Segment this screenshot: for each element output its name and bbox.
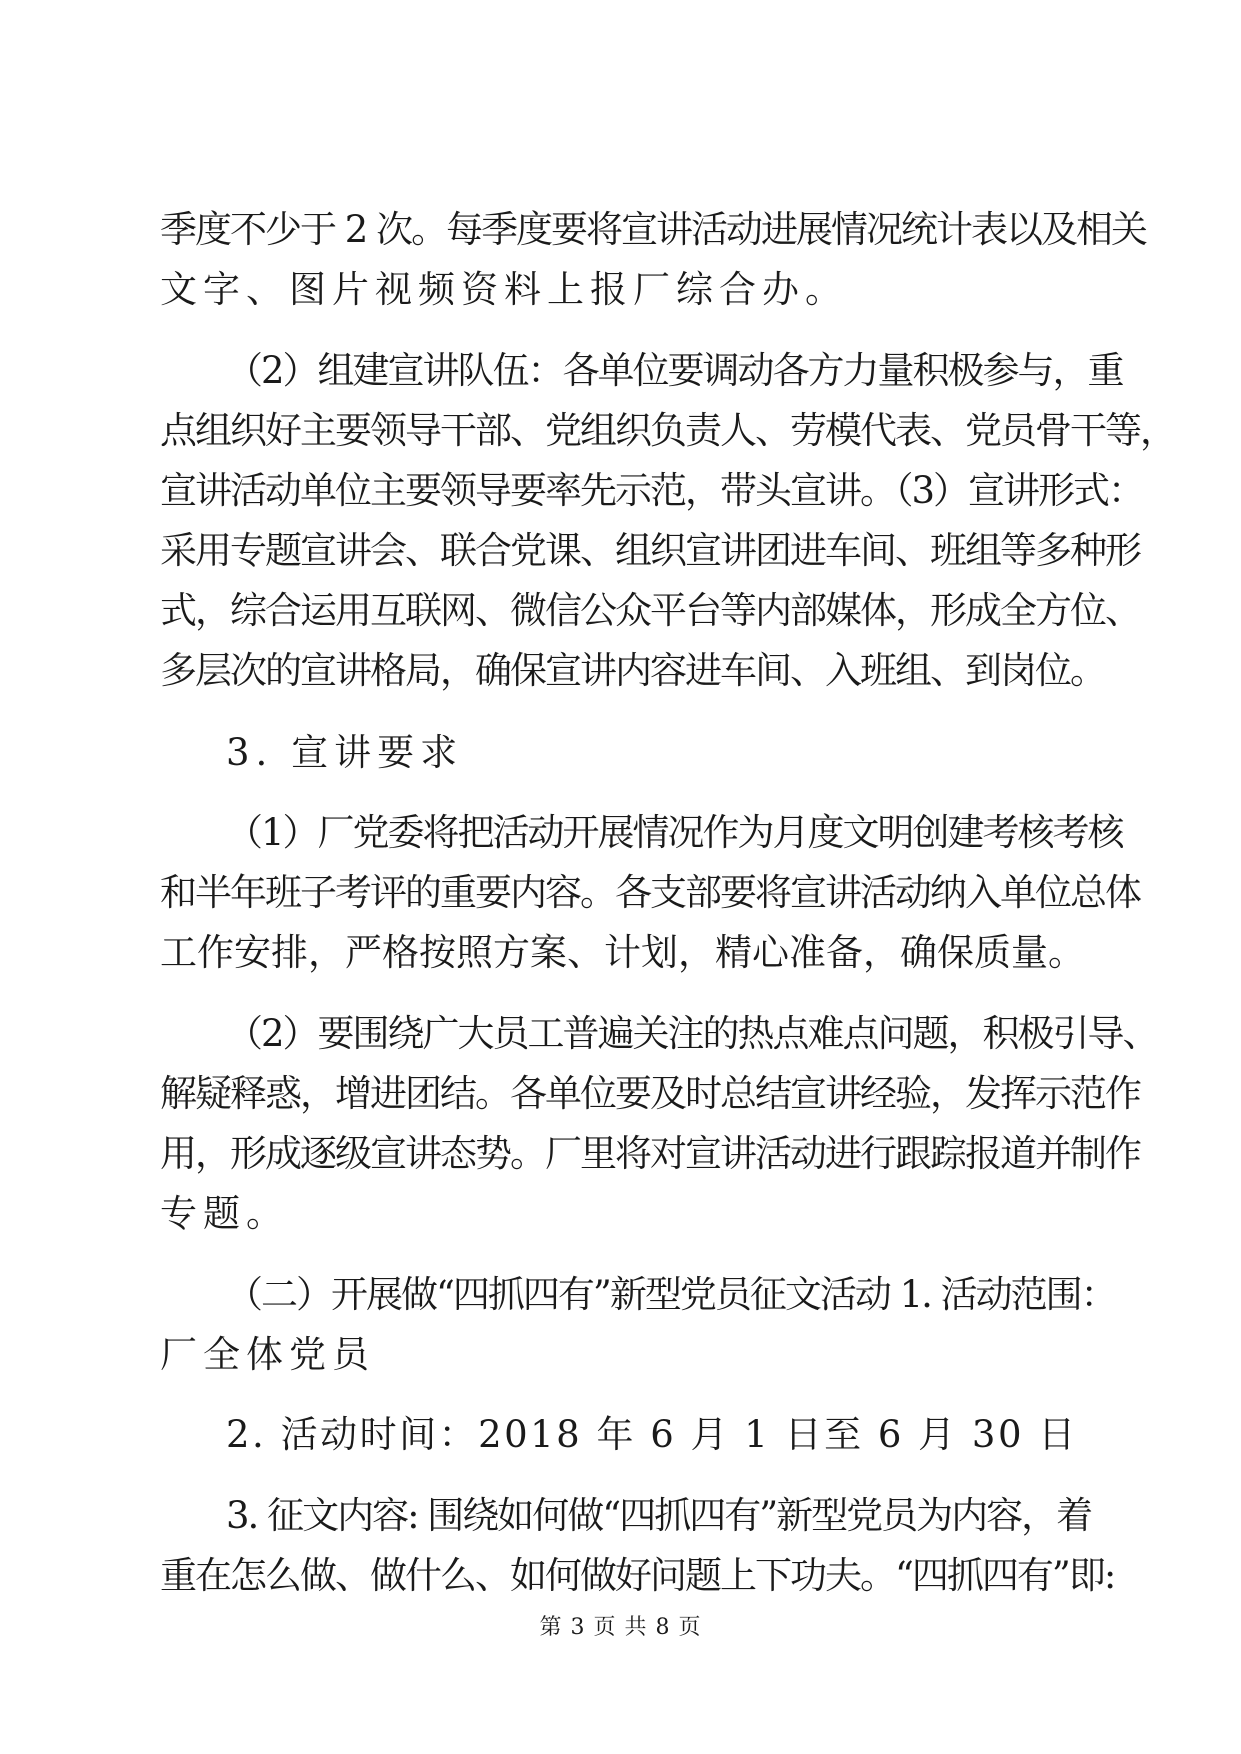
- text-line-16: 专题。: [160, 1192, 289, 1235]
- text-line-11: 和半年班子考评的重要内容。各支部要将宣讲活动纳入单位总体: [160, 871, 1140, 914]
- text-line-21: 重在怎么做、做什么、如何做好问题上下功夫。“四抓四有”即:: [160, 1554, 1115, 1597]
- text-line-2: 文字、图片视频资料上报厂综合办。: [160, 268, 848, 311]
- text-line-4: 点组织好主要领导干部、党组织负责人、劳模代表、党员骨干等，: [160, 409, 1175, 452]
- text-line-13: （2）要围绕广大员工普遍关注的热点难点问题，积极引导、: [226, 1012, 1158, 1055]
- text-line-12: 工作安排，严格按照方案、计划，精心准备，确保质量。: [160, 931, 1085, 974]
- text-line-1: 季度不少于 2 次。每季度要将宣讲活动进展情况统计表以及相关: [160, 208, 1147, 251]
- text-line-3: （2）组建宣讲队伍：各单位要调动各方力量积极参与，重: [226, 349, 1123, 392]
- text-line-15: 用，形成逐级宣讲态势。厂里将对宣讲活动进行跟踪报道并制作: [160, 1132, 1140, 1175]
- text-line-10: （1）厂党委将把活动开展情况作为月度文明创建考核考核: [226, 811, 1123, 854]
- text-line-18: 厂全体党员: [160, 1333, 375, 1376]
- section-heading-3: 3. 宣讲要求: [226, 731, 464, 774]
- text-line-5: 宣讲活动单位主要领导要率先示范，带头宣讲。（3）宣讲形式：: [160, 469, 1144, 512]
- text-line-19: 2. 活动时间：2018 年 6 月 1 日至 6 月 30 日: [226, 1413, 1078, 1456]
- page-number-footer: 第 3 页 共 8 页: [539, 1615, 702, 1640]
- text-line-6: 采用专题宣讲会、联合党课、组织宣讲团进车间、班组等多种形: [160, 529, 1140, 572]
- text-line-17: （二）开展做“四抓四有”新型党员征文活动 1. 活动范围：: [226, 1273, 1116, 1316]
- text-line-20: 3. 征文内容: 围绕如何做“四抓四有”新型党员为内容，着: [226, 1494, 1092, 1537]
- text-line-14: 解疑释惑，增进团结。各单位要及时总结宣讲经验，发挥示范作: [160, 1072, 1140, 1115]
- text-line-8: 多层次的宣讲格局，确保宣讲内容进车间、入班组、到岗位。: [160, 649, 1105, 692]
- text-line-7: 式，综合运用互联网、微信公众平台等内部媒体，形成全方位、: [160, 589, 1140, 632]
